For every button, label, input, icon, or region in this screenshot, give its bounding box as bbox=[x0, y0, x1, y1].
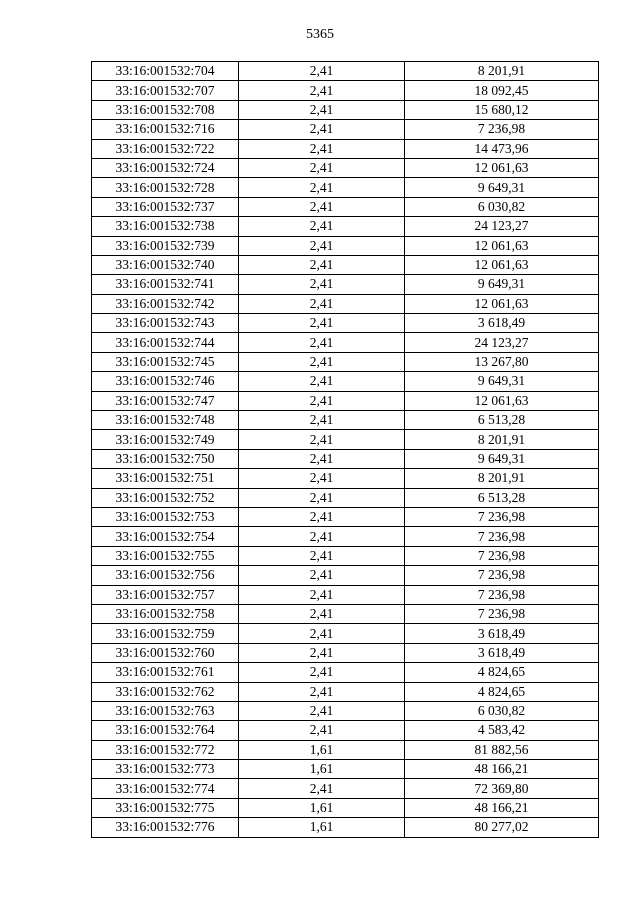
rate-cell: 2,41 bbox=[239, 197, 405, 216]
table-row bbox=[92, 139, 599, 158]
amount-cell: 12 061,63 bbox=[405, 236, 599, 255]
rate-cell: 2,41 bbox=[239, 469, 405, 488]
table-row bbox=[92, 527, 599, 546]
cadastral-number-cell: 33:16:001532:708 bbox=[92, 100, 239, 119]
rate-cell: 2,41 bbox=[239, 566, 405, 585]
table-row bbox=[92, 333, 599, 352]
cadastral-number-cell: 33:16:001532:773 bbox=[92, 760, 239, 779]
table-row bbox=[92, 818, 599, 837]
rate-cell: 2,41 bbox=[239, 120, 405, 139]
amount-cell: 12 061,63 bbox=[405, 158, 599, 177]
table-row bbox=[92, 682, 599, 701]
cadastral-number-cell: 33:16:001532:740 bbox=[92, 255, 239, 274]
data-table bbox=[91, 61, 599, 838]
table-row bbox=[92, 663, 599, 682]
table-row bbox=[92, 391, 599, 410]
cadastral-number-cell: 33:16:001532:747 bbox=[92, 391, 239, 410]
cadastral-number-cell: 33:16:001532:750 bbox=[92, 449, 239, 468]
rate-cell: 2,41 bbox=[239, 449, 405, 468]
table-row bbox=[92, 721, 599, 740]
table-row bbox=[92, 779, 599, 798]
cadastral-number-cell: 33:16:001532:754 bbox=[92, 527, 239, 546]
cadastral-number-cell: 33:16:001532:741 bbox=[92, 275, 239, 294]
amount-cell: 9 649,31 bbox=[405, 372, 599, 391]
rate-cell: 2,41 bbox=[239, 643, 405, 662]
cadastral-number-cell: 33:16:001532:756 bbox=[92, 566, 239, 585]
table-row bbox=[92, 372, 599, 391]
amount-cell: 7 236,98 bbox=[405, 604, 599, 623]
amount-cell: 12 061,63 bbox=[405, 255, 599, 274]
cadastral-number-cell: 33:16:001532:753 bbox=[92, 507, 239, 526]
rate-cell: 2,41 bbox=[239, 352, 405, 371]
cadastral-number-cell: 33:16:001532:746 bbox=[92, 372, 239, 391]
table-row bbox=[92, 488, 599, 507]
table-row bbox=[92, 255, 599, 274]
amount-cell: 3 618,49 bbox=[405, 643, 599, 662]
rate-cell: 2,41 bbox=[239, 604, 405, 623]
cadastral-number-cell: 33:16:001532:739 bbox=[92, 236, 239, 255]
rate-cell: 2,41 bbox=[239, 139, 405, 158]
cadastral-number-cell: 33:16:001532:775 bbox=[92, 798, 239, 817]
table-row bbox=[92, 411, 599, 430]
rate-cell: 1,61 bbox=[239, 760, 405, 779]
amount-cell: 7 236,98 bbox=[405, 566, 599, 585]
cadastral-number-cell: 33:16:001532:759 bbox=[92, 624, 239, 643]
rate-cell: 2,41 bbox=[239, 682, 405, 701]
amount-cell: 48 166,21 bbox=[405, 798, 599, 817]
rate-cell: 2,41 bbox=[239, 488, 405, 507]
cadastral-number-cell: 33:16:001532:704 bbox=[92, 62, 239, 81]
rate-cell: 2,41 bbox=[239, 217, 405, 236]
amount-cell: 3 618,49 bbox=[405, 314, 599, 333]
rate-cell: 2,41 bbox=[239, 81, 405, 100]
table-row bbox=[92, 158, 599, 177]
rate-cell: 2,41 bbox=[239, 255, 405, 274]
cadastral-number-cell: 33:16:001532:744 bbox=[92, 333, 239, 352]
amount-cell: 9 649,31 bbox=[405, 275, 599, 294]
amount-cell: 9 649,31 bbox=[405, 449, 599, 468]
cadastral-number-cell: 33:16:001532:755 bbox=[92, 546, 239, 565]
table-row bbox=[92, 585, 599, 604]
table-row bbox=[92, 643, 599, 662]
table-row bbox=[92, 178, 599, 197]
cadastral-number-cell: 33:16:001532:752 bbox=[92, 488, 239, 507]
table-row bbox=[92, 314, 599, 333]
table-row bbox=[92, 352, 599, 371]
amount-cell: 7 236,98 bbox=[405, 546, 599, 565]
cadastral-number-cell: 33:16:001532:722 bbox=[92, 139, 239, 158]
amount-cell: 18 092,45 bbox=[405, 81, 599, 100]
rate-cell: 2,41 bbox=[239, 314, 405, 333]
table-row bbox=[92, 760, 599, 779]
amount-cell: 4 583,42 bbox=[405, 721, 599, 740]
cadastral-number-cell: 33:16:001532:724 bbox=[92, 158, 239, 177]
amount-cell: 6 030,82 bbox=[405, 197, 599, 216]
rate-cell: 2,41 bbox=[239, 585, 405, 604]
rate-cell: 2,41 bbox=[239, 100, 405, 119]
amount-cell: 12 061,63 bbox=[405, 294, 599, 313]
rate-cell: 2,41 bbox=[239, 372, 405, 391]
cadastral-number-cell: 33:16:001532:751 bbox=[92, 469, 239, 488]
rate-cell: 1,61 bbox=[239, 818, 405, 837]
rate-cell: 2,41 bbox=[239, 391, 405, 410]
cadastral-number-cell: 33:16:001532:707 bbox=[92, 81, 239, 100]
rate-cell: 2,41 bbox=[239, 721, 405, 740]
cadastral-number-cell: 33:16:001532:764 bbox=[92, 721, 239, 740]
rate-cell: 2,41 bbox=[239, 507, 405, 526]
cadastral-number-cell: 33:16:001532:728 bbox=[92, 178, 239, 197]
amount-cell: 12 061,63 bbox=[405, 391, 599, 410]
cadastral-number-cell: 33:16:001532:743 bbox=[92, 314, 239, 333]
amount-cell: 72 369,80 bbox=[405, 779, 599, 798]
cadastral-number-cell: 33:16:001532:757 bbox=[92, 585, 239, 604]
table-row bbox=[92, 62, 599, 81]
table-row bbox=[92, 275, 599, 294]
amount-cell: 4 824,65 bbox=[405, 682, 599, 701]
cadastral-number-cell: 33:16:001532:737 bbox=[92, 197, 239, 216]
table-row bbox=[92, 566, 599, 585]
table-row bbox=[92, 604, 599, 623]
cadastral-number-cell: 33:16:001532:763 bbox=[92, 701, 239, 720]
rate-cell: 1,61 bbox=[239, 798, 405, 817]
amount-cell: 24 123,27 bbox=[405, 333, 599, 352]
amount-cell: 4 824,65 bbox=[405, 663, 599, 682]
table-row bbox=[92, 217, 599, 236]
table-row bbox=[92, 100, 599, 119]
rate-cell: 2,41 bbox=[239, 546, 405, 565]
rate-cell: 1,61 bbox=[239, 740, 405, 759]
amount-cell: 24 123,27 bbox=[405, 217, 599, 236]
cadastral-number-cell: 33:16:001532:742 bbox=[92, 294, 239, 313]
table-row bbox=[92, 469, 599, 488]
table-row bbox=[92, 507, 599, 526]
rate-cell: 2,41 bbox=[239, 62, 405, 81]
cadastral-number-cell: 33:16:001532:760 bbox=[92, 643, 239, 662]
amount-cell: 8 201,91 bbox=[405, 62, 599, 81]
cadastral-number-cell: 33:16:001532:772 bbox=[92, 740, 239, 759]
cadastral-number-cell: 33:16:001532:762 bbox=[92, 682, 239, 701]
rate-cell: 2,41 bbox=[239, 236, 405, 255]
table-row bbox=[92, 624, 599, 643]
table-row bbox=[92, 430, 599, 449]
rate-cell: 2,41 bbox=[239, 411, 405, 430]
amount-cell: 8 201,91 bbox=[405, 469, 599, 488]
rate-cell: 2,41 bbox=[239, 275, 405, 294]
amount-cell: 6 513,28 bbox=[405, 488, 599, 507]
table-body bbox=[92, 62, 599, 838]
rate-cell: 2,41 bbox=[239, 779, 405, 798]
amount-cell: 48 166,21 bbox=[405, 760, 599, 779]
rate-cell: 2,41 bbox=[239, 294, 405, 313]
table-row bbox=[92, 798, 599, 817]
amount-cell: 6 513,28 bbox=[405, 411, 599, 430]
rate-cell: 2,41 bbox=[239, 333, 405, 352]
amount-cell: 14 473,96 bbox=[405, 139, 599, 158]
table-row bbox=[92, 197, 599, 216]
amount-cell: 8 201,91 bbox=[405, 430, 599, 449]
amount-cell: 7 236,98 bbox=[405, 507, 599, 526]
cadastral-number-cell: 33:16:001532:776 bbox=[92, 818, 239, 837]
cadastral-number-cell: 33:16:001532:761 bbox=[92, 663, 239, 682]
rate-cell: 2,41 bbox=[239, 527, 405, 546]
amount-cell: 3 618,49 bbox=[405, 624, 599, 643]
table-row bbox=[92, 81, 599, 100]
table-row bbox=[92, 449, 599, 468]
page-number: 5365 bbox=[306, 27, 334, 42]
cadastral-number-cell: 33:16:001532:745 bbox=[92, 352, 239, 371]
amount-cell: 6 030,82 bbox=[405, 701, 599, 720]
rate-cell: 2,41 bbox=[239, 430, 405, 449]
amount-cell: 80 277,02 bbox=[405, 818, 599, 837]
amount-cell: 7 236,98 bbox=[405, 585, 599, 604]
table-row bbox=[92, 740, 599, 759]
rate-cell: 2,41 bbox=[239, 624, 405, 643]
amount-cell: 13 267,80 bbox=[405, 352, 599, 371]
cadastral-number-cell: 33:16:001532:748 bbox=[92, 411, 239, 430]
cadastral-number-cell: 33:16:001532:716 bbox=[92, 120, 239, 139]
cadastral-number-cell: 33:16:001532:758 bbox=[92, 604, 239, 623]
cadastral-number-cell: 33:16:001532:774 bbox=[92, 779, 239, 798]
rate-cell: 2,41 bbox=[239, 663, 405, 682]
table-row bbox=[92, 546, 599, 565]
cadastral-number-cell: 33:16:001532:738 bbox=[92, 217, 239, 236]
table-row bbox=[92, 120, 599, 139]
amount-cell: 15 680,12 bbox=[405, 100, 599, 119]
rate-cell: 2,41 bbox=[239, 701, 405, 720]
table-row bbox=[92, 294, 599, 313]
rate-cell: 2,41 bbox=[239, 158, 405, 177]
rate-cell: 2,41 bbox=[239, 178, 405, 197]
table-row bbox=[92, 236, 599, 255]
amount-cell: 7 236,98 bbox=[405, 120, 599, 139]
amount-cell: 7 236,98 bbox=[405, 527, 599, 546]
amount-cell: 81 882,56 bbox=[405, 740, 599, 759]
amount-cell: 9 649,31 bbox=[405, 178, 599, 197]
cadastral-number-cell: 33:16:001532:749 bbox=[92, 430, 239, 449]
table-row bbox=[92, 701, 599, 720]
